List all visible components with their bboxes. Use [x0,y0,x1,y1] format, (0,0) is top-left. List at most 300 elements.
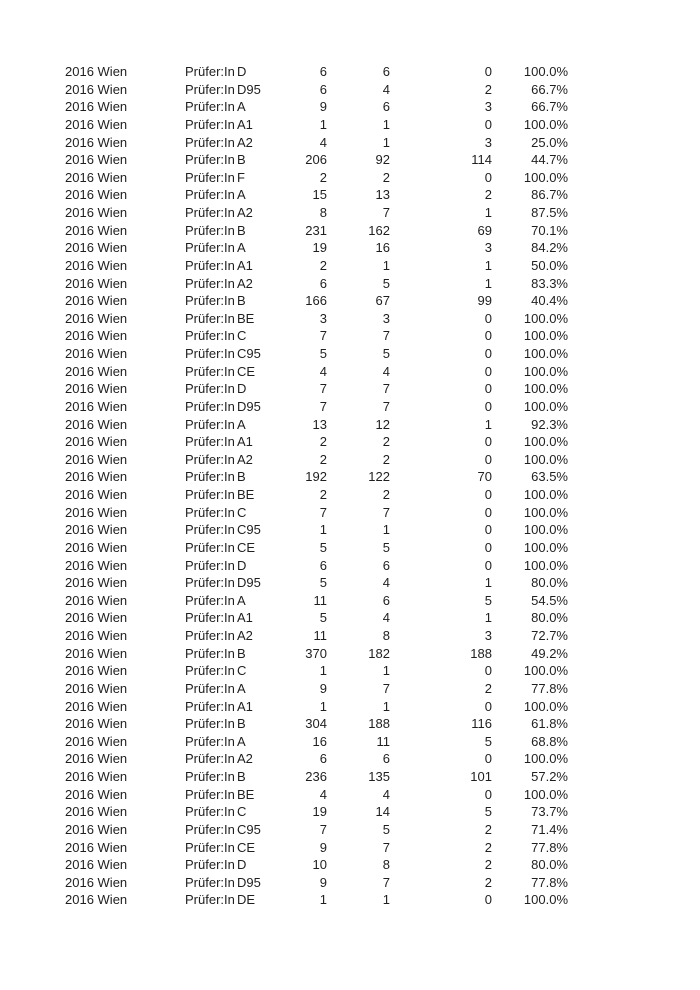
cell-license-class: DE [237,892,256,908]
cell-license-class: A [237,680,246,696]
cell-pass-rate: 100.0% [523,310,568,326]
cell-failed: 2 [484,857,492,873]
cell-failed: 0 [484,328,492,344]
cell-failed: 2 [484,821,492,837]
cell-examiner-role: Prüfer:In [185,522,235,538]
cell-license-class: D95 [237,874,261,890]
table-row [65,504,568,522]
cell-examiner-role: Prüfer:In [185,628,235,643]
cell-pass-rate: 54.5% [531,592,568,608]
cell-failed: 0 [484,698,492,714]
cell-passed: 5 [382,821,390,837]
cell-examiner-role: Prüfer:In [185,716,235,732]
table-row [65,63,568,81]
cell-license-class: B [237,469,246,485]
cell-failed: 0 [484,398,492,414]
cell-total: 7 [319,504,327,520]
cell-license-class: C [237,504,247,520]
cell-pass-rate: 100.0% [523,381,568,397]
cell-pass-rate: 100.0% [523,539,568,555]
cell-examiner-role: Prüfer:In [185,99,235,115]
cell-pass-rate: 100.0% [523,169,568,185]
cell-pass-rate: 66.7% [531,81,568,97]
cell-total: 6 [319,81,327,97]
cell-passed: 4 [382,81,390,97]
cell-license-class: B [237,645,246,661]
cell-failed: 0 [484,381,492,397]
cell-passed: 11 [376,733,390,749]
cell-year-city: 2016 Wien [65,874,128,890]
cell-total: 9 [319,839,327,855]
cell-year-city: 2016 Wien [65,152,128,168]
cell-year-city: 2016 Wien [65,610,128,626]
cell-year-city: 2016 Wien [65,451,128,467]
cell-examiner-role: Prüfer:In [185,416,235,432]
table-row [65,645,568,663]
cell-total: 304 [305,716,327,732]
cell-license-class: B [237,222,246,238]
cell-examiner-role: Prüfer:In [185,592,235,608]
cell-year-city: 2016 Wien [65,363,128,379]
cell-failed: 188 [470,645,492,661]
cell-passed: 7 [382,205,390,220]
cell-passed: 8 [382,628,390,643]
cell-examiner-role: Prüfer:In [185,821,235,837]
cell-year-city: 2016 Wien [65,786,128,802]
cell-failed: 0 [484,663,492,679]
cell-passed: 6 [382,592,390,608]
cell-year-city: 2016 Wien [65,575,128,591]
cell-pass-rate: 100.0% [523,522,568,538]
table-row [65,627,568,645]
cell-examiner-role: Prüfer:In [185,874,235,890]
cell-failed: 0 [484,64,492,79]
table-row [65,398,568,416]
cell-failed: 1 [484,275,492,291]
cell-total: 19 [312,240,327,256]
table-row [65,433,568,451]
cell-pass-rate: 44.7% [531,152,568,168]
cell-failed: 116 [471,716,492,732]
cell-examiner-role: Prüfer:In [185,293,235,309]
cell-pass-rate: 25.0% [531,134,568,150]
cell-passed: 122 [368,469,390,485]
table-row [65,715,568,733]
cell-license-class: B [237,716,246,732]
cell-total: 4 [319,134,327,150]
cell-passed: 2 [382,434,390,450]
cell-passed: 1 [382,257,390,273]
cell-examiner-role: Prüfer:In [185,434,235,450]
cell-examiner-role: Prüfer:In [185,240,235,256]
cell-total: 4 [319,786,327,802]
cell-pass-rate: 73.7% [531,804,568,820]
cell-failed: 2 [484,874,492,890]
cell-passed: 92 [375,152,390,168]
table-row [65,169,568,187]
cell-pass-rate: 100.0% [523,398,568,414]
cell-passed: 135 [368,769,390,784]
cell-year-city: 2016 Wien [65,857,128,873]
table-row [65,557,568,575]
cell-total: 9 [319,680,327,696]
cell-examiner-role: Prüfer:In [185,469,235,485]
table-row [65,468,568,486]
cell-pass-rate: 83.3% [531,275,568,291]
cell-failed: 1 [484,205,492,220]
cell-examiner-role: Prüfer:In [185,610,235,626]
cell-total: 6 [319,557,327,573]
cell-examiner-role: Prüfer:In [185,786,235,802]
table-row [65,733,568,751]
cell-failed: 1 [484,416,492,432]
cell-passed: 7 [382,328,390,344]
cell-failed: 0 [484,310,492,326]
cell-year-city: 2016 Wien [65,346,128,361]
cell-year-city: 2016 Wien [65,804,128,820]
cell-examiner-role: Prüfer:In [185,116,235,132]
cell-year-city: 2016 Wien [65,769,128,784]
cell-passed: 12 [375,416,390,432]
results-table [65,63,568,909]
cell-passed: 1 [382,663,390,679]
cell-total: 9 [319,874,327,890]
cell-examiner-role: Prüfer:In [185,328,235,344]
cell-passed: 6 [382,557,390,573]
cell-failed: 0 [484,451,492,467]
cell-total: 5 [319,575,327,591]
cell-failed: 3 [484,134,492,150]
table-row [65,750,568,768]
cell-total: 19 [312,804,327,820]
table-row [65,786,568,804]
cell-pass-rate: 84.2% [531,240,568,256]
table-row [65,239,568,257]
cell-pass-rate: 80.0% [531,575,568,591]
cell-pass-rate: 70.1% [531,222,568,238]
cell-examiner-role: Prüfer:In [185,205,235,220]
cell-license-class: D95 [237,398,261,414]
table-row [65,821,568,839]
cell-license-class: BE [237,786,255,802]
table-row [65,521,568,539]
cell-pass-rate: 100.0% [523,557,568,573]
cell-total: 1 [319,698,327,714]
cell-examiner-role: Prüfer:In [185,134,235,150]
cell-passed: 1 [382,698,390,714]
cell-total: 10 [312,857,327,873]
cell-examiner-role: Prüfer:In [185,275,235,291]
cell-total: 1 [319,892,327,908]
cell-license-class: A2 [237,628,253,643]
table-row [65,345,568,363]
cell-year-city: 2016 Wien [65,592,128,608]
cell-examiner-role: Prüfer:In [185,857,235,873]
cell-passed: 2 [382,169,390,185]
cell-total: 236 [305,769,327,784]
cell-pass-rate: 50.0% [531,257,568,273]
cell-pass-rate: 100.0% [523,892,568,908]
cell-year-city: 2016 Wien [65,645,128,661]
cell-examiner-role: Prüfer:In [185,169,235,185]
table-row [65,81,568,99]
table-row [65,486,568,504]
cell-total: 11 [313,628,327,643]
cell-year-city: 2016 Wien [65,381,128,397]
cell-pass-rate: 100.0% [523,504,568,520]
cell-year-city: 2016 Wien [65,99,128,115]
cell-total: 7 [319,381,327,397]
cell-pass-rate: 66.7% [531,99,568,115]
cell-year-city: 2016 Wien [65,398,128,414]
cell-license-class: A [237,240,246,256]
table-row [65,186,568,204]
cell-total: 2 [319,487,327,502]
cell-passed: 162 [368,222,390,238]
cell-passed: 188 [368,716,390,732]
cell-year-city: 2016 Wien [65,716,128,732]
cell-license-class: C95 [237,522,261,538]
cell-passed: 8 [382,857,390,873]
table-row [65,451,568,469]
cell-year-city: 2016 Wien [65,539,128,555]
cell-passed: 16 [375,240,390,256]
cell-passed: 6 [382,64,390,79]
cell-passed: 7 [382,874,390,890]
cell-passed: 3 [382,310,390,326]
cell-examiner-role: Prüfer:In [185,663,235,679]
cell-total: 2 [319,169,327,185]
cell-passed: 67 [375,293,390,309]
cell-pass-rate: 100.0% [523,663,568,679]
cell-year-city: 2016 Wien [65,257,128,273]
cell-passed: 5 [382,346,390,361]
table-row [65,680,568,698]
cell-license-class: BE [237,310,255,326]
cell-failed: 5 [484,804,492,820]
cell-license-class: F [237,169,245,185]
cell-total: 206 [305,152,327,168]
cell-examiner-role: Prüfer:In [185,187,235,203]
cell-year-city: 2016 Wien [65,504,128,520]
cell-examiner-role: Prüfer:In [185,575,235,591]
cell-passed: 4 [382,575,390,591]
cell-pass-rate: 77.8% [531,839,568,855]
cell-pass-rate: 100.0% [523,116,568,132]
table-row [65,363,568,381]
cell-year-city: 2016 Wien [65,222,128,238]
cell-passed: 2 [382,451,390,467]
cell-license-class: A2 [237,205,253,220]
cell-license-class: CE [237,363,256,379]
cell-year-city: 2016 Wien [65,698,128,714]
cell-license-class: B [237,293,246,309]
cell-total: 9 [319,99,327,115]
cell-license-class: CE [237,839,256,855]
table-row [65,222,568,240]
table-row [65,380,568,398]
cell-failed: 0 [484,786,492,802]
cell-examiner-role: Prüfer:In [185,451,235,467]
cell-passed: 1 [382,134,390,150]
cell-failed: 0 [484,892,492,908]
cell-failed: 2 [484,81,492,97]
cell-examiner-role: Prüfer:In [185,222,235,238]
cell-year-city: 2016 Wien [65,434,128,450]
cell-examiner-role: Prüfer:In [185,381,235,397]
cell-failed: 0 [484,487,492,502]
cell-examiner-role: Prüfer:In [185,346,235,361]
table-row [65,803,568,821]
table-row [65,856,568,874]
cell-year-city: 2016 Wien [65,310,128,326]
cell-pass-rate: 49.2% [531,645,568,661]
cell-failed: 0 [484,363,492,379]
cell-total: 8 [319,205,327,220]
cell-total: 5 [319,346,327,361]
table-row [65,592,568,610]
cell-failed: 0 [484,751,492,767]
cell-pass-rate: 77.8% [531,680,568,696]
cell-passed: 7 [382,680,390,696]
cell-year-city: 2016 Wien [65,293,128,309]
cell-failed: 2 [484,187,492,203]
table-row [65,204,568,222]
cell-examiner-role: Prüfer:In [185,680,235,696]
cell-examiner-role: Prüfer:In [185,769,235,784]
cell-year-city: 2016 Wien [65,892,128,908]
cell-examiner-role: Prüfer:In [185,892,235,908]
cell-examiner-role: Prüfer:In [185,152,235,168]
table-row [65,116,568,134]
cell-license-class: A [237,592,246,608]
cell-failed: 0 [484,346,492,361]
cell-license-class: C [237,804,247,820]
cell-total: 6 [319,751,327,767]
table-row [65,310,568,328]
table-row [65,98,568,116]
cell-examiner-role: Prüfer:In [185,645,235,661]
cell-license-class: B [237,152,246,168]
cell-passed: 13 [375,187,390,203]
cell-pass-rate: 100.0% [523,346,568,361]
cell-examiner-role: Prüfer:In [185,310,235,326]
cell-total: 4 [319,363,327,379]
cell-total: 13 [312,416,327,432]
cell-license-class: A [237,187,246,203]
table-row [65,874,568,892]
cell-failed: 1 [484,610,492,626]
cell-total: 2 [319,434,327,450]
table-row [65,662,568,680]
cell-license-class: A [237,733,246,749]
table-row [65,275,568,293]
table-row [65,416,568,434]
cell-year-city: 2016 Wien [65,821,128,837]
cell-pass-rate: 100.0% [523,64,568,79]
cell-year-city: 2016 Wien [65,469,128,485]
cell-license-class: A2 [237,275,253,291]
cell-failed: 101 [470,769,492,784]
cell-examiner-role: Prüfer:In [185,733,235,749]
cell-year-city: 2016 Wien [65,240,128,256]
table-row [65,292,568,310]
cell-failed: 5 [484,733,492,749]
table-row [65,134,568,152]
cell-failed: 0 [484,557,492,573]
cell-total: 2 [319,257,327,273]
table-row [65,151,568,169]
cell-license-class: A1 [237,610,253,626]
cell-year-city: 2016 Wien [65,751,128,767]
cell-total: 6 [319,275,327,291]
cell-total: 1 [319,663,327,679]
cell-license-class: D95 [237,575,261,591]
cell-pass-rate: 87.5% [531,205,568,220]
cell-total: 1 [319,116,327,132]
cell-year-city: 2016 Wien [65,134,128,150]
cell-pass-rate: 86.7% [531,187,568,203]
cell-license-class: A2 [237,751,253,767]
cell-license-class: C [237,328,247,344]
cell-passed: 5 [382,539,390,555]
cell-total: 192 [305,469,327,485]
cell-pass-rate: 72.7% [531,628,568,643]
cell-pass-rate: 71.4% [531,821,568,837]
cell-license-class: A1 [237,257,253,273]
cell-year-city: 2016 Wien [65,522,128,538]
cell-failed: 0 [484,169,492,185]
cell-license-class: B [237,769,246,784]
cell-failed: 99 [477,293,492,309]
cell-pass-rate: 61.8% [531,716,568,732]
cell-passed: 2 [382,487,390,502]
cell-total: 166 [305,293,327,309]
cell-total: 11 [313,592,327,608]
cell-passed: 6 [382,751,390,767]
cell-pass-rate: 100.0% [523,434,568,450]
cell-license-class: D [237,557,247,573]
cell-failed: 2 [484,839,492,855]
cell-year-city: 2016 Wien [65,64,128,79]
cell-license-class: A2 [237,134,253,150]
cell-license-class: CE [237,539,256,555]
cell-year-city: 2016 Wien [65,557,128,573]
cell-total: 3 [319,310,327,326]
cell-license-class: A1 [237,434,253,450]
cell-failed: 5 [484,592,492,608]
cell-failed: 70 [477,469,492,485]
cell-examiner-role: Prüfer:In [185,257,235,273]
cell-year-city: 2016 Wien [65,680,128,696]
cell-total: 5 [319,539,327,555]
cell-failed: 1 [484,575,492,591]
cell-license-class: BE [237,487,255,502]
cell-license-class: A [237,416,246,432]
cell-license-class: D [237,857,247,873]
cell-failed: 3 [484,99,492,115]
cell-examiner-role: Prüfer:In [185,751,235,767]
cell-total: 231 [305,222,327,238]
cell-license-class: A1 [237,698,253,714]
cell-license-class: D [237,381,247,397]
cell-passed: 182 [368,645,390,661]
cell-total: 2 [319,451,327,467]
cell-examiner-role: Prüfer:In [185,557,235,573]
cell-passed: 1 [382,116,390,132]
cell-total: 7 [319,328,327,344]
table-row [65,327,568,345]
